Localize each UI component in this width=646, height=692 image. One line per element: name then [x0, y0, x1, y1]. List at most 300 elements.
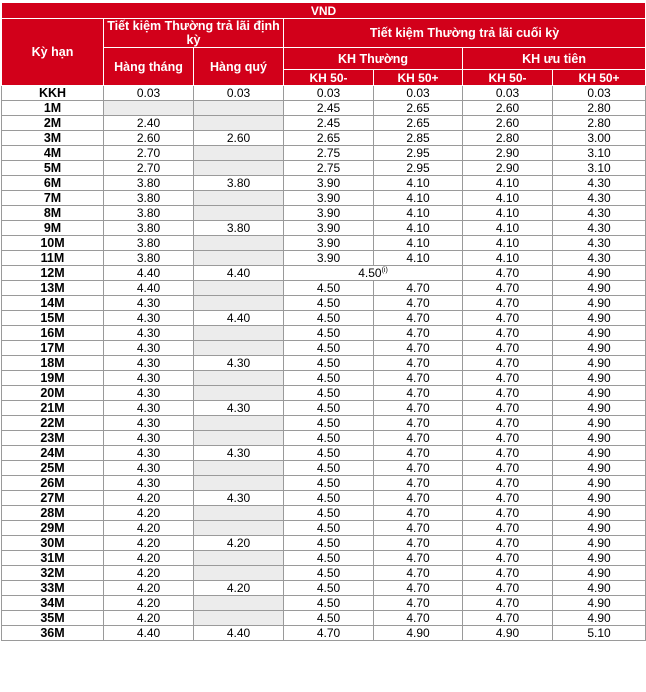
- regular-over-50-rate-cell: 4.10: [374, 251, 463, 266]
- monthly-rate-cell: 4.20: [104, 491, 194, 506]
- regular-over-50-rate-cell: 2.85: [374, 131, 463, 146]
- quarterly-rate-cell: [194, 116, 284, 131]
- priority-over-50-rate-cell: 4.90: [553, 326, 646, 341]
- table-row: [2, 401, 646, 416]
- quarterly-rate-cell: [194, 476, 284, 491]
- regular-over-50-rate-cell: 2.95: [374, 161, 463, 176]
- priority-under-50-rate-cell: 4.70: [463, 596, 553, 611]
- term-cell: 23M: [2, 431, 104, 446]
- regular-under-50-rate-cell: 4.50: [284, 311, 374, 326]
- currency-header: VND: [2, 3, 646, 19]
- regular-merged-rate-cell: [284, 266, 463, 281]
- table-header: [2, 3, 646, 86]
- quarterly-rate-cell: [194, 341, 284, 356]
- regular-under-50-rate-cell: 2.65: [284, 131, 374, 146]
- priority-over-50-rate-cell: 4.90: [553, 551, 646, 566]
- priority-over-50-rate-cell: 4.90: [553, 356, 646, 371]
- priority-under-50-rate-cell: 2.60: [463, 116, 553, 131]
- term-cell: 4M: [2, 146, 104, 161]
- priority-over-50-rate-cell: 3.00: [553, 131, 646, 146]
- term-cell: 10M: [2, 236, 104, 251]
- end-of-term-interest-header: Tiết kiệm Thường trả lãi cuối kỳ: [284, 19, 646, 48]
- quarterly-rate-cell: [194, 416, 284, 431]
- regular-under-50-rate-cell: 4.50: [284, 611, 374, 626]
- priority-over-50-rate-cell: 4.90: [553, 386, 646, 401]
- priority-under-50-rate-cell: 4.10: [463, 176, 553, 191]
- priority-under-50-rate-cell: 4.10: [463, 191, 553, 206]
- term-cell: 24M: [2, 446, 104, 461]
- priority-under-50-rate-cell: 2.90: [463, 146, 553, 161]
- term-cell: 30M: [2, 536, 104, 551]
- regular-under-50-rate-cell: 3.90: [284, 206, 374, 221]
- priority-over-50-rate-cell: 4.90: [553, 461, 646, 476]
- term-cell: 11M: [2, 251, 104, 266]
- monthly-rate-cell: 4.20: [104, 551, 194, 566]
- monthly-rate-cell: 4.20: [104, 566, 194, 581]
- regular-under-50-rate-cell: 4.50: [284, 416, 374, 431]
- priority-over-50-rate-cell: 0.03: [553, 86, 646, 101]
- monthly-rate-cell: 4.30: [104, 446, 194, 461]
- quarterly-rate-cell: [194, 566, 284, 581]
- regular-over-50-rate-cell: 4.70: [374, 461, 463, 476]
- priority-over-50-rate-cell: 5.10: [553, 626, 646, 641]
- priority-over-50-rate-cell: 4.30: [553, 236, 646, 251]
- table-row: [2, 161, 646, 176]
- priority-under-50-rate-cell: 4.70: [463, 476, 553, 491]
- monthly-rate-cell: 4.30: [104, 356, 194, 371]
- regular-over-50-rate-cell: 4.70: [374, 536, 463, 551]
- quarterly-rate-cell: 4.40: [194, 311, 284, 326]
- table-row: [2, 446, 646, 461]
- priority-under-50-rate-cell: 4.70: [463, 506, 553, 521]
- priority-over-50-rate-cell: 2.80: [553, 101, 646, 116]
- regular-under-50-rate-cell: 4.50: [284, 596, 374, 611]
- table-row: [2, 566, 646, 581]
- priority-over-50-rate-cell: 4.90: [553, 521, 646, 536]
- quarterly-rate-cell: [194, 326, 284, 341]
- priority-over-50-rate-cell: 4.90: [553, 506, 646, 521]
- table-row: [2, 281, 646, 296]
- regular-under-50-rate-cell: 4.50: [284, 536, 374, 551]
- regular-over-50-rate-cell: 2.65: [374, 101, 463, 116]
- priority-under-50-rate-cell: 4.70: [463, 371, 553, 386]
- quarterly-rate-cell: [194, 521, 284, 536]
- priority-over-50-rate-cell: 4.90: [553, 281, 646, 296]
- regular-under-50-header: KH 50-: [284, 70, 374, 86]
- monthly-rate-cell: 3.80: [104, 176, 194, 191]
- priority-under-50-rate-cell: 4.70: [463, 416, 553, 431]
- quarterly-rate-cell: [194, 506, 284, 521]
- priority-under-50-rate-cell: 2.90: [463, 161, 553, 176]
- quarterly-rate-cell: 2.60: [194, 131, 284, 146]
- table-row: [2, 176, 646, 191]
- term-cell: 5M: [2, 161, 104, 176]
- monthly-rate-cell: 3.80: [104, 191, 194, 206]
- priority-under-50-rate-cell: 4.10: [463, 251, 553, 266]
- monthly-rate-cell: 2.70: [104, 146, 194, 161]
- regular-under-50-rate-cell: 4.50: [284, 371, 374, 386]
- priority-over-50-rate-cell: 4.90: [553, 401, 646, 416]
- term-cell: 21M: [2, 401, 104, 416]
- monthly-rate-cell: 3.80: [104, 251, 194, 266]
- table-row: [2, 116, 646, 131]
- regular-over-50-rate-cell: 4.70: [374, 596, 463, 611]
- priority-over-50-rate-cell: 4.90: [553, 266, 646, 281]
- table-row: [2, 521, 646, 536]
- monthly-rate-cell: 4.30: [104, 296, 194, 311]
- regular-over-50-rate-cell: 4.70: [374, 566, 463, 581]
- regular-under-50-rate-cell: 3.90: [284, 221, 374, 236]
- term-cell: 25M: [2, 461, 104, 476]
- regular-over-50-rate-cell: 4.70: [374, 296, 463, 311]
- table-body: [2, 86, 646, 641]
- regular-over-50-rate-cell: 4.70: [374, 281, 463, 296]
- quarterly-rate-cell: 0.03: [194, 86, 284, 101]
- priority-under-50-header: KH 50-: [463, 70, 553, 86]
- regular-under-50-rate-cell: 4.50: [284, 461, 374, 476]
- regular-under-50-rate-cell: 4.50: [284, 386, 374, 401]
- regular-under-50-rate-cell: 4.70: [284, 626, 374, 641]
- regular-under-50-rate-cell: 4.50: [284, 506, 374, 521]
- term-cell: 27M: [2, 491, 104, 506]
- regular-over-50-rate-cell: 4.70: [374, 326, 463, 341]
- table-row: [2, 371, 646, 386]
- regular-over-50-rate-cell: 4.70: [374, 521, 463, 536]
- monthly-rate-cell: 3.80: [104, 221, 194, 236]
- priority-under-50-rate-cell: 4.70: [463, 536, 553, 551]
- table-row: [2, 326, 646, 341]
- regular-under-50-rate-cell: 4.50: [284, 401, 374, 416]
- term-cell: 12M: [2, 266, 104, 281]
- priority-under-50-rate-cell: 4.10: [463, 236, 553, 251]
- quarterly-rate-cell: 4.20: [194, 581, 284, 596]
- regular-over-50-rate-cell: 4.10: [374, 206, 463, 221]
- monthly-rate-cell: 4.20: [104, 506, 194, 521]
- term-cell: 14M: [2, 296, 104, 311]
- regular-over-50-rate-cell: 4.70: [374, 446, 463, 461]
- quarterly-rate-cell: [194, 281, 284, 296]
- quarterly-rate-cell: 4.40: [194, 626, 284, 641]
- periodic-interest-header: Tiết kiệm Thường trả lãi định kỳ: [104, 19, 284, 48]
- table-row: [2, 626, 646, 641]
- priority-under-50-rate-cell: 4.70: [463, 341, 553, 356]
- quarterly-rate-cell: 4.30: [194, 356, 284, 371]
- table-row: [2, 191, 646, 206]
- priority-over-50-rate-cell: 4.90: [553, 311, 646, 326]
- regular-under-50-rate-cell: 2.75: [284, 161, 374, 176]
- priority-under-50-rate-cell: 4.10: [463, 206, 553, 221]
- term-cell: 29M: [2, 521, 104, 536]
- table-row: [2, 416, 646, 431]
- quarterly-rate-cell: 4.20: [194, 536, 284, 551]
- table-row: [2, 431, 646, 446]
- monthly-rate-cell: 4.40: [104, 626, 194, 641]
- regular-under-50-rate-cell: 4.50: [284, 326, 374, 341]
- quarterly-rate-cell: [194, 296, 284, 311]
- regular-over-50-rate-cell: 0.03: [374, 86, 463, 101]
- monthly-rate-cell: 4.30: [104, 386, 194, 401]
- table-row: [2, 236, 646, 251]
- priority-under-50-rate-cell: 4.70: [463, 281, 553, 296]
- priority-under-50-rate-cell: 4.70: [463, 581, 553, 596]
- priority-under-50-rate-cell: 4.10: [463, 221, 553, 236]
- monthly-rate-cell: 4.20: [104, 581, 194, 596]
- term-header: Kỳ hạn: [2, 19, 104, 86]
- priority-over-50-rate-cell: 4.30: [553, 221, 646, 236]
- monthly-header: Hàng tháng: [104, 48, 194, 86]
- table-row: [2, 266, 646, 281]
- regular-over-50-rate-cell: 4.70: [374, 356, 463, 371]
- monthly-rate-cell: 3.80: [104, 236, 194, 251]
- table-row: [2, 581, 646, 596]
- monthly-rate-cell: 2.40: [104, 116, 194, 131]
- regular-under-50-rate-cell: 2.75: [284, 146, 374, 161]
- quarterly-rate-cell: [194, 146, 284, 161]
- priority-over-50-rate-cell: 4.90: [553, 596, 646, 611]
- regular-under-50-rate-cell: 4.50: [284, 521, 374, 536]
- quarterly-rate-cell: 4.30: [194, 491, 284, 506]
- term-cell: 33M: [2, 581, 104, 596]
- term-cell: 35M: [2, 611, 104, 626]
- regular-over-50-rate-cell: 4.70: [374, 551, 463, 566]
- priority-under-50-rate-cell: 4.90: [463, 626, 553, 641]
- monthly-rate-cell: 0.03: [104, 86, 194, 101]
- regular-under-50-rate-cell: 3.90: [284, 191, 374, 206]
- monthly-rate-cell: 4.20: [104, 536, 194, 551]
- priority-over-50-rate-cell: 4.90: [553, 566, 646, 581]
- table-row: [2, 341, 646, 356]
- priority-under-50-rate-cell: 2.80: [463, 131, 553, 146]
- term-cell: 34M: [2, 596, 104, 611]
- monthly-rate-cell: [104, 101, 194, 116]
- priority-under-50-rate-cell: 4.70: [463, 521, 553, 536]
- quarterly-rate-cell: [194, 611, 284, 626]
- monthly-rate-cell: 4.30: [104, 401, 194, 416]
- table-row: [2, 611, 646, 626]
- term-cell: 22M: [2, 416, 104, 431]
- term-cell: 31M: [2, 551, 104, 566]
- quarterly-rate-cell: [194, 461, 284, 476]
- table-row: [2, 491, 646, 506]
- term-cell: 19M: [2, 371, 104, 386]
- regular-over-50-rate-cell: 4.70: [374, 611, 463, 626]
- monthly-rate-cell: 4.30: [104, 416, 194, 431]
- quarterly-rate-cell: [194, 161, 284, 176]
- table-row: [2, 296, 646, 311]
- priority-under-50-rate-cell: 4.70: [463, 386, 553, 401]
- term-cell: 28M: [2, 506, 104, 521]
- regular-over-50-rate-cell: 4.70: [374, 476, 463, 491]
- quarterly-rate-cell: [194, 191, 284, 206]
- priority-over-50-rate-cell: 4.90: [553, 431, 646, 446]
- regular-under-50-rate-cell: 4.50: [284, 476, 374, 491]
- regular-over-50-rate-cell: 4.70: [374, 371, 463, 386]
- priority-under-50-rate-cell: 4.70: [463, 551, 553, 566]
- regular-under-50-rate-cell: 0.03: [284, 86, 374, 101]
- interest-rate-table: [1, 2, 646, 641]
- term-cell: KKH: [2, 86, 104, 101]
- table-row: [2, 221, 646, 236]
- quarterly-rate-cell: [194, 596, 284, 611]
- regular-under-50-rate-cell: 4.50: [284, 491, 374, 506]
- monthly-rate-cell: 4.20: [104, 596, 194, 611]
- regular-over-50-rate-cell: 4.70: [374, 416, 463, 431]
- priority-over-50-rate-cell: 4.90: [553, 446, 646, 461]
- priority-under-50-rate-cell: 4.70: [463, 491, 553, 506]
- priority-under-50-rate-cell: 2.60: [463, 101, 553, 116]
- term-cell: 1M: [2, 101, 104, 116]
- quarterly-rate-cell: [194, 371, 284, 386]
- priority-under-50-rate-cell: 4.70: [463, 356, 553, 371]
- regular-under-50-rate-cell: 4.50: [284, 566, 374, 581]
- term-cell: 2M: [2, 116, 104, 131]
- priority-under-50-rate-cell: 4.70: [463, 311, 553, 326]
- merged-rate-value: 4.50: [358, 266, 382, 280]
- regular-over-50-rate-cell: 2.95: [374, 146, 463, 161]
- term-cell: 15M: [2, 311, 104, 326]
- monthly-rate-cell: 4.30: [104, 371, 194, 386]
- monthly-rate-cell: 4.30: [104, 326, 194, 341]
- priority-under-50-rate-cell: 0.03: [463, 86, 553, 101]
- footnote-marker: (i): [381, 267, 388, 274]
- quarterly-rate-cell: 4.30: [194, 401, 284, 416]
- priority-over-50-rate-cell: 4.90: [553, 416, 646, 431]
- table-row: [2, 206, 646, 221]
- priority-under-50-rate-cell: 4.70: [463, 266, 553, 281]
- table-row: [2, 251, 646, 266]
- priority-under-50-rate-cell: 4.70: [463, 326, 553, 341]
- regular-over-50-rate-cell: 4.70: [374, 581, 463, 596]
- table-row: [2, 536, 646, 551]
- regular-under-50-rate-cell: 2.45: [284, 101, 374, 116]
- regular-under-50-rate-cell: 4.50: [284, 296, 374, 311]
- quarterly-rate-cell: 4.40: [194, 266, 284, 281]
- monthly-rate-cell: 4.30: [104, 341, 194, 356]
- priority-over-50-rate-cell: 4.90: [553, 491, 646, 506]
- regular-under-50-rate-cell: 4.50: [284, 356, 374, 371]
- table-row: [2, 86, 646, 101]
- term-cell: 9M: [2, 221, 104, 236]
- priority-customer-header: KH ưu tiên: [463, 48, 646, 70]
- term-cell: 36M: [2, 626, 104, 641]
- table-row: [2, 476, 646, 491]
- quarterly-rate-cell: [194, 251, 284, 266]
- regular-over-50-header: KH 50+: [374, 70, 463, 86]
- priority-over-50-rate-cell: 3.10: [553, 161, 646, 176]
- term-cell: 7M: [2, 191, 104, 206]
- priority-over-50-rate-cell: 4.90: [553, 476, 646, 491]
- regular-over-50-rate-cell: 4.70: [374, 341, 463, 356]
- regular-under-50-rate-cell: 4.50: [284, 446, 374, 461]
- regular-over-50-rate-cell: 4.70: [374, 386, 463, 401]
- regular-under-50-rate-cell: 2.45: [284, 116, 374, 131]
- regular-over-50-rate-cell: 2.65: [374, 116, 463, 131]
- priority-over-50-rate-cell: 2.80: [553, 116, 646, 131]
- quarterly-rate-cell: [194, 431, 284, 446]
- monthly-rate-cell: 4.30: [104, 311, 194, 326]
- table-row: [2, 146, 646, 161]
- monthly-rate-cell: 4.40: [104, 281, 194, 296]
- quarterly-rate-cell: 4.30: [194, 446, 284, 461]
- regular-customer-header: KH Thường: [284, 48, 463, 70]
- table-row: [2, 506, 646, 521]
- table-row: [2, 551, 646, 566]
- monthly-rate-cell: 4.30: [104, 461, 194, 476]
- monthly-rate-cell: 4.20: [104, 611, 194, 626]
- regular-under-50-rate-cell: 3.90: [284, 176, 374, 191]
- term-cell: 13M: [2, 281, 104, 296]
- regular-over-50-rate-cell: 4.10: [374, 221, 463, 236]
- quarterly-rate-cell: [194, 386, 284, 401]
- priority-over-50-rate-cell: 4.90: [553, 341, 646, 356]
- term-cell: 20M: [2, 386, 104, 401]
- regular-under-50-rate-cell: 3.90: [284, 236, 374, 251]
- regular-under-50-rate-cell: 4.50: [284, 431, 374, 446]
- table-row: [2, 131, 646, 146]
- monthly-rate-cell: 4.20: [104, 521, 194, 536]
- quarterly-rate-cell: [194, 206, 284, 221]
- term-cell: 16M: [2, 326, 104, 341]
- regular-under-50-rate-cell: 4.50: [284, 581, 374, 596]
- priority-under-50-rate-cell: 4.70: [463, 461, 553, 476]
- quarterly-header: Hàng quý: [194, 48, 284, 86]
- regular-under-50-rate-cell: 4.50: [284, 281, 374, 296]
- term-cell: 8M: [2, 206, 104, 221]
- table-row: [2, 596, 646, 611]
- regular-over-50-rate-cell: 4.70: [374, 491, 463, 506]
- priority-over-50-rate-cell: 4.90: [553, 371, 646, 386]
- monthly-rate-cell: 3.80: [104, 206, 194, 221]
- term-cell: 6M: [2, 176, 104, 191]
- priority-over-50-rate-cell: 4.90: [553, 536, 646, 551]
- priority-over-50-rate-cell: 4.30: [553, 191, 646, 206]
- regular-over-50-rate-cell: 4.70: [374, 311, 463, 326]
- priority-over-50-rate-cell: 3.10: [553, 146, 646, 161]
- quarterly-rate-cell: [194, 101, 284, 116]
- quarterly-rate-cell: 3.80: [194, 221, 284, 236]
- term-cell: 32M: [2, 566, 104, 581]
- monthly-rate-cell: 4.40: [104, 266, 194, 281]
- term-cell: 17M: [2, 341, 104, 356]
- term-cell: 3M: [2, 131, 104, 146]
- priority-over-50-rate-cell: 4.30: [553, 176, 646, 191]
- priority-over-50-rate-cell: 4.90: [553, 581, 646, 596]
- term-cell: 18M: [2, 356, 104, 371]
- priority-under-50-rate-cell: 4.70: [463, 566, 553, 581]
- priority-under-50-rate-cell: 4.70: [463, 446, 553, 461]
- table-row: [2, 386, 646, 401]
- table-row: [2, 311, 646, 326]
- regular-over-50-rate-cell: 4.90: [374, 626, 463, 641]
- quarterly-rate-cell: 3.80: [194, 176, 284, 191]
- term-cell: 26M: [2, 476, 104, 491]
- table-row: [2, 461, 646, 476]
- regular-under-50-rate-cell: 4.50: [284, 341, 374, 356]
- table-row: [2, 101, 646, 116]
- priority-under-50-rate-cell: 4.70: [463, 431, 553, 446]
- monthly-rate-cell: 4.30: [104, 476, 194, 491]
- monthly-rate-cell: 4.30: [104, 431, 194, 446]
- quarterly-rate-cell: [194, 236, 284, 251]
- regular-under-50-rate-cell: 4.50: [284, 551, 374, 566]
- regular-over-50-rate-cell: 4.10: [374, 176, 463, 191]
- priority-under-50-rate-cell: 4.70: [463, 401, 553, 416]
- priority-under-50-rate-cell: 4.70: [463, 611, 553, 626]
- priority-over-50-rate-cell: 4.30: [553, 206, 646, 221]
- priority-over-50-header: KH 50+: [553, 70, 646, 86]
- priority-over-50-rate-cell: 4.90: [553, 296, 646, 311]
- monthly-rate-cell: 2.60: [104, 131, 194, 146]
